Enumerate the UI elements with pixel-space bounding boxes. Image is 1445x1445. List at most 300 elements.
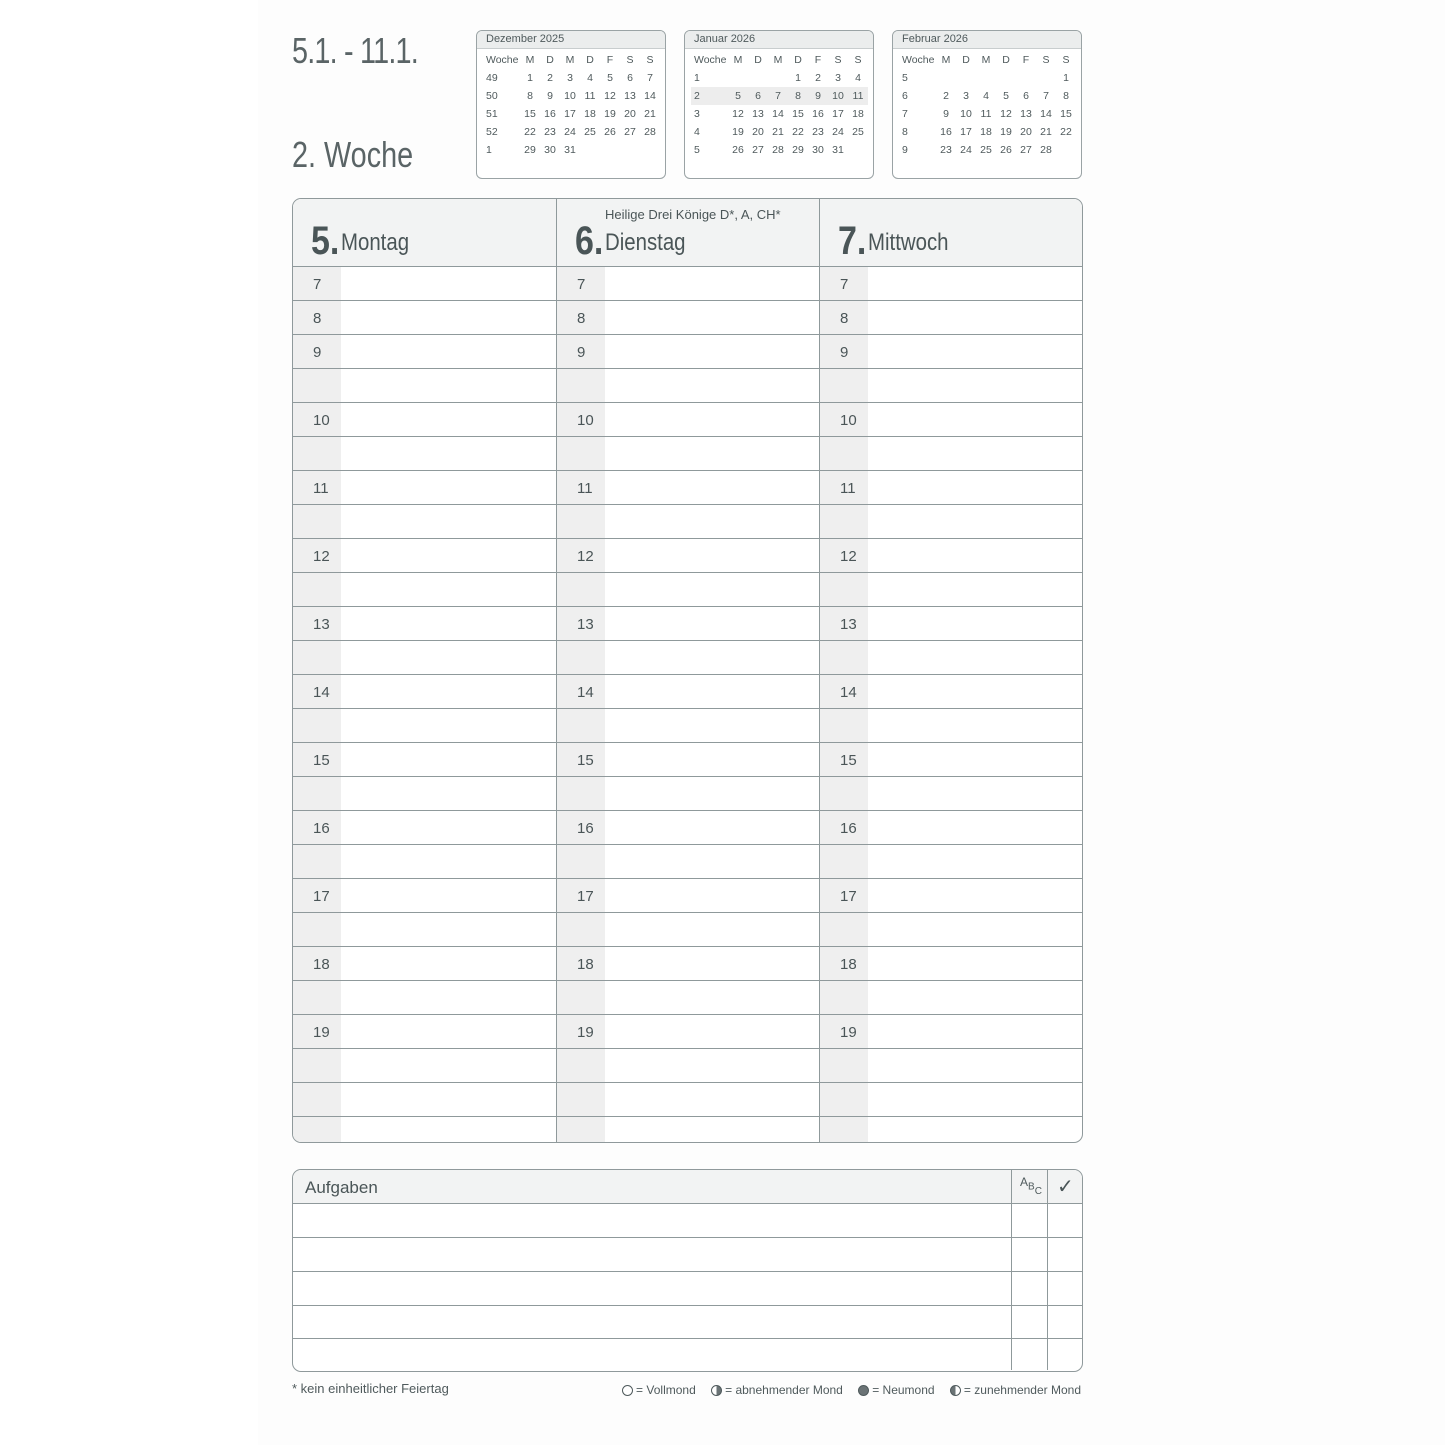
hour-cell — [293, 335, 341, 368]
calendar-day: 14 — [1040, 108, 1052, 120]
time-slot[interactable] — [820, 709, 1083, 743]
calendar-day: 16 — [544, 108, 556, 120]
calendar-day: 7 — [647, 72, 653, 84]
calendar-day: 15 — [1060, 108, 1072, 120]
calendar-week-row — [691, 105, 868, 123]
hour-label: 17 — [313, 888, 330, 905]
hour-cell — [820, 539, 868, 572]
week-number: 1 — [486, 144, 492, 156]
calendar-day: 11 — [584, 90, 596, 102]
hour-cell — [820, 879, 868, 912]
hour-cell — [557, 879, 605, 912]
time-slot[interactable] — [820, 845, 1083, 879]
hour-label: 7 — [840, 276, 849, 293]
time-slot[interactable] — [820, 1117, 1083, 1143]
week-number: 49 — [486, 72, 498, 84]
hour-cell — [557, 1117, 605, 1143]
hour-cell — [557, 777, 605, 810]
calendar-day: 19 — [732, 126, 744, 138]
time-slot[interactable] — [293, 471, 556, 505]
time-slot[interactable] — [293, 743, 556, 777]
hour-cell — [293, 301, 341, 334]
time-slot[interactable] — [820, 913, 1083, 947]
waxing-moon-icon — [950, 1385, 961, 1396]
calendar-day: 1 — [795, 72, 801, 84]
hour-label: 16 — [313, 820, 330, 837]
time-slot[interactable] — [293, 539, 556, 573]
time-slot[interactable] — [820, 573, 1083, 607]
hour-label: 10 — [840, 412, 857, 429]
week-number: 2 — [691, 87, 728, 105]
waning-moon-icon — [711, 1385, 722, 1396]
time-slot[interactable] — [820, 743, 1083, 777]
calendar-day: 23 — [940, 144, 952, 156]
day-number: 7. — [838, 219, 867, 263]
calendar-week-row — [899, 105, 1076, 123]
calendar-day — [620, 141, 640, 159]
calendar-day: 20 — [624, 108, 636, 120]
calendar-day: 26 — [604, 126, 616, 138]
hour-cell — [820, 1117, 868, 1143]
time-slot[interactable] — [820, 471, 1083, 505]
time-slot[interactable] — [820, 641, 1083, 675]
hour-cell — [557, 709, 605, 742]
time-slot[interactable] — [293, 641, 556, 675]
hour-cell — [820, 267, 868, 300]
time-slot[interactable] — [820, 947, 1083, 981]
hour-cell — [557, 1049, 605, 1082]
legend-item: = Vollmond — [622, 1383, 696, 1397]
calendar-day — [728, 69, 748, 87]
calendar-day: 1 — [1063, 72, 1069, 84]
weekday-header: M — [525, 54, 535, 66]
calendar-day — [580, 141, 600, 159]
time-slot[interactable] — [293, 607, 556, 641]
calendar-day: 25 — [980, 144, 992, 156]
weekday-header: F — [606, 54, 614, 66]
week-number: 7 — [902, 108, 908, 120]
time-slot[interactable] — [293, 709, 556, 743]
week-number: 52 — [486, 126, 498, 138]
calendar-day: 7 — [1043, 90, 1049, 102]
hour-cell — [293, 403, 341, 436]
hour-label: 9 — [840, 344, 849, 361]
calendar-day: 22 — [1060, 126, 1072, 138]
time-slot[interactable] — [293, 1117, 556, 1143]
time-slot[interactable] — [293, 947, 556, 981]
hour-cell — [557, 539, 605, 572]
time-slot[interactable] — [293, 573, 556, 607]
calendar-day: 29 — [792, 144, 804, 156]
calendar-week-row — [483, 141, 660, 159]
hour-cell — [820, 913, 868, 946]
day-column — [293, 199, 556, 1142]
hour-label: 14 — [840, 684, 857, 701]
footnote: * kein einheitlicher Feiertag — [292, 1381, 449, 1396]
weekday-header: S — [646, 54, 654, 66]
hour-cell — [293, 641, 341, 674]
calendar-day: 12 — [604, 90, 616, 102]
holiday-label: Heilige Drei Könige D*, A, CH* — [605, 207, 781, 222]
weekday-header: D — [794, 54, 802, 66]
hour-label: 18 — [840, 956, 857, 973]
hour-cell — [293, 607, 341, 640]
calendar-day: 8 — [527, 90, 533, 102]
hour-cell — [557, 811, 605, 844]
hour-cell — [820, 437, 868, 470]
hour-cell — [820, 1049, 868, 1082]
hour-cell — [293, 1083, 341, 1116]
time-slot[interactable] — [293, 675, 556, 709]
calendar-day: 18 — [852, 108, 864, 120]
hour-cell — [557, 369, 605, 402]
time-slot[interactable] — [293, 1015, 556, 1049]
calendar-day: 1 — [527, 72, 533, 84]
hour-cell — [293, 573, 341, 606]
weekday-header: M — [565, 54, 575, 66]
time-slot[interactable] — [557, 471, 820, 505]
hour-label: 17 — [577, 888, 594, 905]
calendar-day: 27 — [624, 126, 636, 138]
weekday-header: M — [941, 54, 951, 66]
calendar-week-row — [691, 123, 868, 141]
week-number: 1 — [694, 72, 700, 84]
time-slot[interactable] — [820, 403, 1083, 437]
time-slot[interactable] — [293, 1083, 556, 1117]
calendar-day — [768, 69, 788, 87]
hour-label: 19 — [577, 1024, 594, 1041]
time-slot[interactable] — [557, 1049, 820, 1083]
done-column — [1047, 1170, 1083, 1370]
calendar-day: 2 — [815, 72, 821, 84]
time-slot[interactable] — [557, 539, 820, 573]
task-row[interactable] — [293, 1237, 1082, 1238]
day-name: Dienstag — [605, 229, 686, 256]
hour-label: 8 — [840, 310, 849, 327]
day-number: 5. — [311, 219, 340, 263]
calendar-day: 20 — [752, 126, 764, 138]
time-slot[interactable] — [820, 267, 1083, 301]
week-number: 4 — [694, 126, 700, 138]
hour-cell — [293, 743, 341, 776]
hour-label: 12 — [840, 548, 857, 565]
calendar-week-row — [899, 123, 1076, 141]
calendar-day: 13 — [624, 90, 636, 102]
time-slot[interactable] — [820, 1049, 1083, 1083]
hour-label: 7 — [577, 276, 586, 293]
week-number: 5 — [694, 144, 700, 156]
weekday-header: S — [1062, 54, 1070, 66]
calendar-day: 24 — [832, 126, 844, 138]
full-moon-icon — [622, 1385, 633, 1396]
time-slot[interactable] — [820, 1015, 1083, 1049]
time-slot[interactable] — [820, 879, 1083, 913]
weekday-header: M — [733, 54, 743, 66]
time-slot[interactable] — [293, 403, 556, 437]
time-slot[interactable] — [293, 369, 556, 403]
calendar-day: 21 — [644, 108, 656, 120]
calendar-day: 18 — [980, 126, 992, 138]
time-slot[interactable] — [557, 437, 820, 471]
calendar-day: 17 — [832, 108, 844, 120]
time-slot[interactable] — [293, 879, 556, 913]
hour-label: 14 — [577, 684, 594, 701]
day-header — [293, 199, 556, 267]
calendar-day — [1036, 69, 1056, 87]
calendar-day: 16 — [812, 108, 824, 120]
time-slot[interactable] — [557, 743, 820, 777]
task-row[interactable] — [293, 1305, 1082, 1306]
hour-cell — [557, 505, 605, 538]
calendar-day: 5 — [607, 72, 613, 84]
hour-cell — [293, 539, 341, 572]
hour-cell — [820, 845, 868, 878]
hour-cell — [557, 743, 605, 776]
date-range: 5.1. - 11.1. — [292, 30, 418, 71]
priority-abc-label: $A_{BC}$ — [1020, 1175, 1042, 1197]
time-slot[interactable] — [293, 267, 556, 301]
hour-cell — [820, 641, 868, 674]
time-slot[interactable] — [557, 369, 820, 403]
hour-cell — [557, 1015, 605, 1048]
calendar-day: 10 — [960, 108, 972, 120]
task-row[interactable] — [293, 1338, 1082, 1339]
time-slot[interactable] — [557, 505, 820, 539]
weekday-header: S — [834, 54, 842, 66]
week-number: 5 — [902, 72, 908, 84]
calendar-day: 28 — [772, 144, 784, 156]
calendar-day: 31 — [832, 144, 844, 156]
time-slot[interactable] — [293, 437, 556, 471]
weekday-header: S — [1042, 54, 1050, 66]
hour-cell — [820, 301, 868, 334]
day-header — [557, 199, 820, 267]
day-number: 6. — [575, 219, 604, 263]
weekday-header: M — [981, 54, 991, 66]
hour-label: 11 — [577, 480, 593, 497]
calendar-week-row — [483, 123, 660, 141]
calendar-day: 25 — [852, 126, 864, 138]
weekday-header: D — [962, 54, 970, 66]
legend-item: = Neumond — [858, 1383, 934, 1397]
day-name: Montag — [341, 229, 410, 256]
time-slot[interactable] — [557, 607, 820, 641]
mini-calendar-table — [899, 51, 1076, 159]
hour-cell — [820, 369, 868, 402]
calendar-day: 3 — [963, 90, 969, 102]
week-title: 2. Woche — [292, 134, 414, 175]
legend-item: = zunehmender Mond — [950, 1383, 1081, 1397]
calendar-day: 15 — [792, 108, 804, 120]
time-slot[interactable] — [293, 811, 556, 845]
mini-calendar — [684, 30, 874, 179]
calendar-day: 26 — [732, 144, 744, 156]
moon-legend — [610, 1383, 1081, 1397]
hour-label: 18 — [313, 956, 330, 973]
calendar-day: 4 — [855, 72, 861, 84]
calendar-day: 21 — [1040, 126, 1052, 138]
time-slot[interactable] — [293, 505, 556, 539]
hour-label: 15 — [840, 752, 857, 769]
hour-label: 9 — [313, 344, 322, 361]
time-slot[interactable] — [557, 1083, 820, 1117]
calendar-day — [1016, 69, 1036, 87]
time-slot[interactable] — [557, 641, 820, 675]
hour-cell — [557, 1083, 605, 1116]
hour-cell — [820, 743, 868, 776]
calendar-week-row — [483, 87, 660, 105]
time-slot[interactable] — [293, 1049, 556, 1083]
calendar-day: 30 — [812, 144, 824, 156]
hour-label: 8 — [577, 310, 586, 327]
hour-label: 13 — [577, 616, 594, 633]
calendar-day: 28 — [1040, 144, 1052, 156]
calendar-week-row — [691, 141, 868, 159]
mini-calendar — [892, 30, 1082, 179]
time-slot[interactable] — [557, 913, 820, 947]
calendar-week-row — [899, 87, 1076, 105]
hour-cell — [557, 335, 605, 368]
calendar-week-row — [691, 69, 868, 87]
calendar-day — [976, 69, 996, 87]
time-slot[interactable] — [557, 811, 820, 845]
calendar-day: 15 — [524, 108, 536, 120]
hour-cell — [293, 845, 341, 878]
weekday-header: D — [1002, 54, 1010, 66]
day-name: Mittwoch — [868, 229, 949, 256]
calendar-day: 2 — [943, 90, 949, 102]
calendar-day: 4 — [983, 90, 989, 102]
time-slot[interactable] — [820, 335, 1083, 369]
hour-cell — [820, 675, 868, 708]
time-slot[interactable] — [557, 981, 820, 1015]
time-slot[interactable] — [820, 777, 1083, 811]
hour-cell — [557, 675, 605, 708]
week-number: 9 — [902, 144, 908, 156]
calendar-day: 16 — [940, 126, 952, 138]
week-number: 51 — [486, 108, 498, 120]
hour-cell — [557, 607, 605, 640]
time-slot[interactable] — [557, 879, 820, 913]
weekday-header: M — [773, 54, 783, 66]
hour-label: 12 — [577, 548, 594, 565]
calendar-day — [956, 69, 976, 87]
time-slot[interactable] — [293, 335, 556, 369]
hour-cell — [557, 573, 605, 606]
hour-cell — [293, 981, 341, 1014]
time-slot[interactable] — [820, 811, 1083, 845]
time-slot[interactable] — [820, 301, 1083, 335]
week-grid — [292, 198, 1083, 1143]
time-slot[interactable] — [820, 607, 1083, 641]
calendar-day: 14 — [644, 90, 656, 102]
time-slot[interactable] — [557, 301, 820, 335]
time-slot[interactable] — [293, 777, 556, 811]
calendar-day: 17 — [564, 108, 576, 120]
hour-label: 19 — [313, 1024, 330, 1041]
hour-cell — [820, 1083, 868, 1116]
time-slot[interactable] — [557, 1117, 820, 1143]
time-slot[interactable] — [293, 845, 556, 879]
hour-cell — [820, 505, 868, 538]
hour-cell — [820, 573, 868, 606]
calendar-week-row — [483, 69, 660, 87]
hour-label: 7 — [313, 276, 322, 293]
time-slot[interactable] — [557, 709, 820, 743]
calendar-day: 8 — [1063, 90, 1069, 102]
mini-calendar-table — [483, 51, 660, 159]
time-slot[interactable] — [293, 913, 556, 947]
hour-cell — [820, 981, 868, 1014]
calendar-day — [936, 69, 956, 87]
time-slot[interactable] — [293, 981, 556, 1015]
hour-label: 18 — [577, 956, 594, 973]
hour-cell — [820, 335, 868, 368]
calendar-week-row — [691, 87, 868, 105]
weekday-header: Woche — [694, 54, 727, 66]
day-header — [820, 199, 1083, 267]
calendar-day — [640, 141, 660, 159]
calendar-day: 3 — [835, 72, 841, 84]
time-slot[interactable] — [820, 437, 1083, 471]
time-slot[interactable] — [557, 845, 820, 879]
calendar-day: 10 — [564, 90, 576, 102]
time-slot[interactable] — [557, 1015, 820, 1049]
calendar-day: 22 — [524, 126, 536, 138]
time-slot[interactable] — [557, 777, 820, 811]
task-row[interactable] — [293, 1271, 1082, 1272]
time-slot[interactable] — [820, 369, 1083, 403]
hour-cell — [557, 267, 605, 300]
calendar-day: 23 — [812, 126, 824, 138]
time-slot[interactable] — [557, 573, 820, 607]
hour-cell — [557, 947, 605, 980]
hour-cell — [293, 369, 341, 402]
checkmark-icon: ✓ — [1057, 1176, 1074, 1198]
time-slot[interactable] — [293, 301, 556, 335]
calendar-day: 11 — [848, 87, 868, 105]
calendar-day: 30 — [544, 144, 556, 156]
time-slot[interactable] — [820, 675, 1083, 709]
calendar-day: 26 — [1000, 144, 1012, 156]
day-column — [556, 199, 820, 1142]
time-slot[interactable] — [820, 505, 1083, 539]
calendar-day: 11 — [980, 108, 992, 120]
tasks-label: Aufgaben — [305, 1178, 378, 1197]
week-number: 6 — [902, 90, 908, 102]
weekday-header: S — [626, 54, 634, 66]
calendar-week-row — [899, 69, 1076, 87]
time-slot[interactable] — [557, 403, 820, 437]
calendar-day: 6 — [748, 87, 768, 105]
calendar-day: 25 — [584, 126, 596, 138]
calendar-day: 9 — [943, 108, 949, 120]
hour-label: 16 — [840, 820, 857, 837]
hour-label: 9 — [577, 344, 586, 361]
time-slot[interactable] — [820, 1083, 1083, 1117]
calendar-day: 29 — [524, 144, 536, 156]
time-slot[interactable] — [820, 981, 1083, 1015]
time-slot[interactable] — [557, 335, 820, 369]
time-slot[interactable] — [557, 267, 820, 301]
calendar-day: 8 — [788, 87, 808, 105]
time-slot[interactable] — [557, 675, 820, 709]
mini-calendar-title: Dezember 2025 — [477, 31, 665, 49]
calendar-day: 27 — [1020, 144, 1032, 156]
time-slot[interactable] — [820, 539, 1083, 573]
hour-cell — [820, 811, 868, 844]
time-slot[interactable] — [557, 947, 820, 981]
